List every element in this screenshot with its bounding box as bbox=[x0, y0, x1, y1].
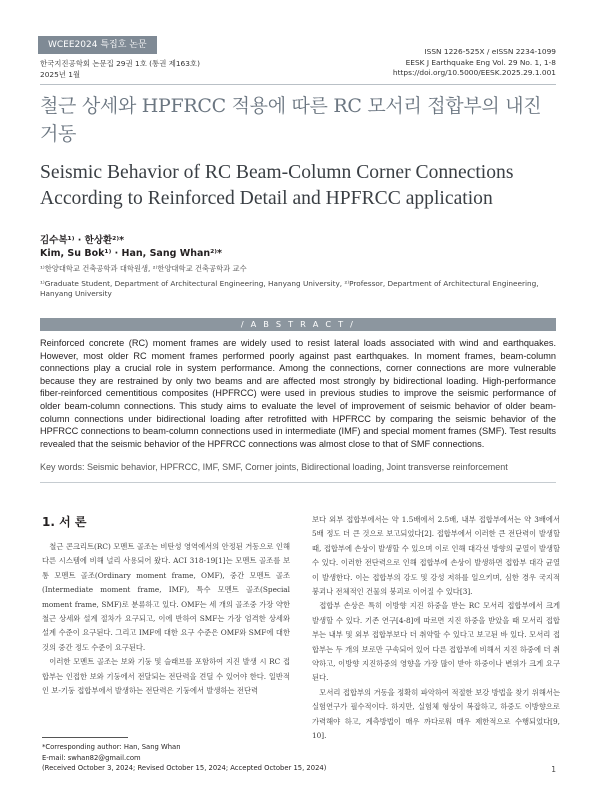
paragraph: 철근 콘크리트(RC) 모멘트 골조는 비탄성 영역에서의 안정된 거동으로 인해 다른 시스템에 비해 널리 사용되어 왔다. ACI 318-19[1]는 모멘트 골조를 보통 모멘트 골조(Ordinary moment frame, OMF), 중간 모멘트 골조(Intermediate moment frame, IMF), 특수 모멘트 골조(Special moment frame, SMF)로 분류하고 있다. OMF는 세 개의 골조중 가장 약한 철근 상세와 설계 절차가 요구되고, 이에 반하여 SMF는 가장 엄격한 상세와 설계 수준이 요구된다. 그리고 IMF에 대한 요구 수준은 OMF와 SMF에 대한 것의 중간 정도 수준이 요구된다. bbox=[42, 542, 290, 652]
abstract-heading-bar bbox=[40, 318, 556, 331]
paragraph: 접합부 손상은 특히 이방향 지진 하중을 받는 RC 모서리 접합부에서 크게 발생할 수 있다. 기존 연구[4-8]에 따르면 지진 하중을 받았을 때 모서리 접합부는 내부 및 외부 접합부보다 더 취약할 수 있다고 보고된 바 있다. 모서리 접합부는 두 개의 보로만 구속되어 있어 다른 접합부에 비해서 지진 하중에 더 취약하고, 이방향 지진하중의 영향을 가장 많이 받아 하중이나 변위가 크게 요구된다. bbox=[312, 601, 560, 683]
affiliation-english: ¹⁾Graduate Student, Department of Architectural Engineering, Hanyang University, ²⁾Professor, Department of Architectural Engineering, Hanyang University bbox=[40, 279, 539, 298]
header-divider bbox=[40, 84, 556, 85]
affiliation-korean: ¹⁾한양대학교 건축공학과 대학원생, ²⁾한양대학교 건축공학과 교수 bbox=[40, 264, 247, 273]
journal-info-en bbox=[393, 47, 556, 79]
abstract-divider bbox=[40, 482, 556, 483]
paragraph: 이러한 모멘트 골조는 보와 기둥 및 슬래브를 포함하여 지진 발생 시 RC 접합부는 인접한 보와 기둥에서 전달되는 전단력을 견딜 수 있어야 한다. 일반적인 보-기둥 접합부에서 발생하는 전단력은 기둥에서 발생하는 전단력 bbox=[42, 657, 290, 696]
issn: ISSN 1226-525X / eISSN 2234-1099 bbox=[424, 47, 556, 56]
body-column-right bbox=[312, 513, 560, 744]
title-korean: 철근 상세와 HPFRCC 적용에 따른 RC 모서리 접합부의 내진 거동 bbox=[40, 95, 542, 145]
paragraph: 모서리 접합부의 거동을 정확히 파악하여 적절한 보강 방법을 찾기 위해서는 실험연구가 필수적이다. 하지만, 실험체 형상이 복잡하고, 하중도 이방향으로 가력해야 하고, 계측방법이 매우 까다로워 매우 제한적으로 수행되었다[9, 10]. bbox=[312, 687, 560, 741]
body-column-left bbox=[42, 540, 290, 698]
journal-info-ko bbox=[40, 58, 200, 80]
abstract-heading: / A B S T R A C T / bbox=[240, 319, 356, 329]
keywords-list: Seismic behavior, HPFRCC, IMF, SMF, Corner joints, Bidirectional loading, Joint transverse reinforcement bbox=[87, 462, 508, 472]
journal-name-ko: 한국지진공학회 논문집 29권 1호 (통권 제163호) bbox=[40, 59, 200, 68]
abstract-text: Reinforced concrete (RC) moment frames are widely used to resist lateral loads associated with wind and earthquakes. However, most older RC moment frames performed poorly against past earthquakes. In moment frames, beam-column connections play a crucial role in system performance. Among the connections, corner connections are more vulnerable because they are restrained by only two beams and are affected most strongly by bidirectional loading. High-performance fiber-reinforced cementitious composites (HPFRCC) were used in previous studies to improve the seismic performance of older beam-column connections. This study aims to evaluate the level of improvement of seismic behavior of older beam-column connections under bidirectional loading after retrofitted with HPFRCC by comparing the seismic behavior of the HPFRCC connections to beam-column connections used in intermediate (IMF) and special moment frames (SMF). Test results revealed that the seismic behavior of the HPFRCC connections was almost close to that of SMF connections. bbox=[40, 338, 556, 449]
issue-date: 2025년 1월 bbox=[40, 70, 81, 79]
authors-korean: 김수복¹⁾ · 한상환²⁾* bbox=[40, 235, 125, 246]
authors-english: Kim, Su Bok¹⁾ · Han, Sang Whan²⁾* bbox=[40, 248, 222, 259]
page-number: 1 bbox=[551, 765, 556, 774]
doi-link[interactable]: https://doi.org/10.5000/EESK.2025.29.1.001 bbox=[392, 68, 556, 77]
corresponding-author: *Corresponding author: Han, Sang Whan bbox=[42, 743, 181, 751]
keywords bbox=[40, 462, 556, 472]
footnote bbox=[42, 742, 326, 774]
journal-name-en: EESK J Earthquake Eng Vol. 29 No. 1, 1-8 bbox=[405, 57, 556, 67]
special-issue-badge: WCEE2024 특집호 논문 bbox=[38, 36, 157, 54]
section-heading-introduction: 1. 서 론 bbox=[42, 515, 87, 529]
author-email[interactable]: E-mail: swhan82@gmail.com bbox=[42, 753, 141, 762]
keywords-label: Key words: bbox=[40, 462, 85, 472]
paragraph: 보다 외부 접합부에서는 약 1.5배에서 2.5배, 내부 접합부에서는 약 3배에서 5배 정도 더 큰 것으로 보고되었다[2]. 접합부에서 이러한 큰 전단력이 발생할 때, 접합부에 손상이 발생할 수 있으며 이로 인해 대각선 방향의 균열이 발생할 수 있다. 이러한 전단력으로 인해 접합부에 손상이 발생하면 접합부 대각 균열이 발생한다. 이는 접합부의 강도 및 강성 저하를 일으키며, 심한 경우 국지적 붕괴나 전체적인 건물의 붕괴로 이어질 수 있다[3]. bbox=[312, 515, 560, 597]
footnote-divider bbox=[42, 737, 128, 738]
title-english: Seismic Behavior of RC Beam-Column Corner Connections According to Reinforced Detail and HPFRCC application bbox=[40, 162, 514, 209]
received-dates: (Received October 3, 2024; Revised October 15, 2024; Accepted October 15, 2024) bbox=[42, 764, 327, 772]
